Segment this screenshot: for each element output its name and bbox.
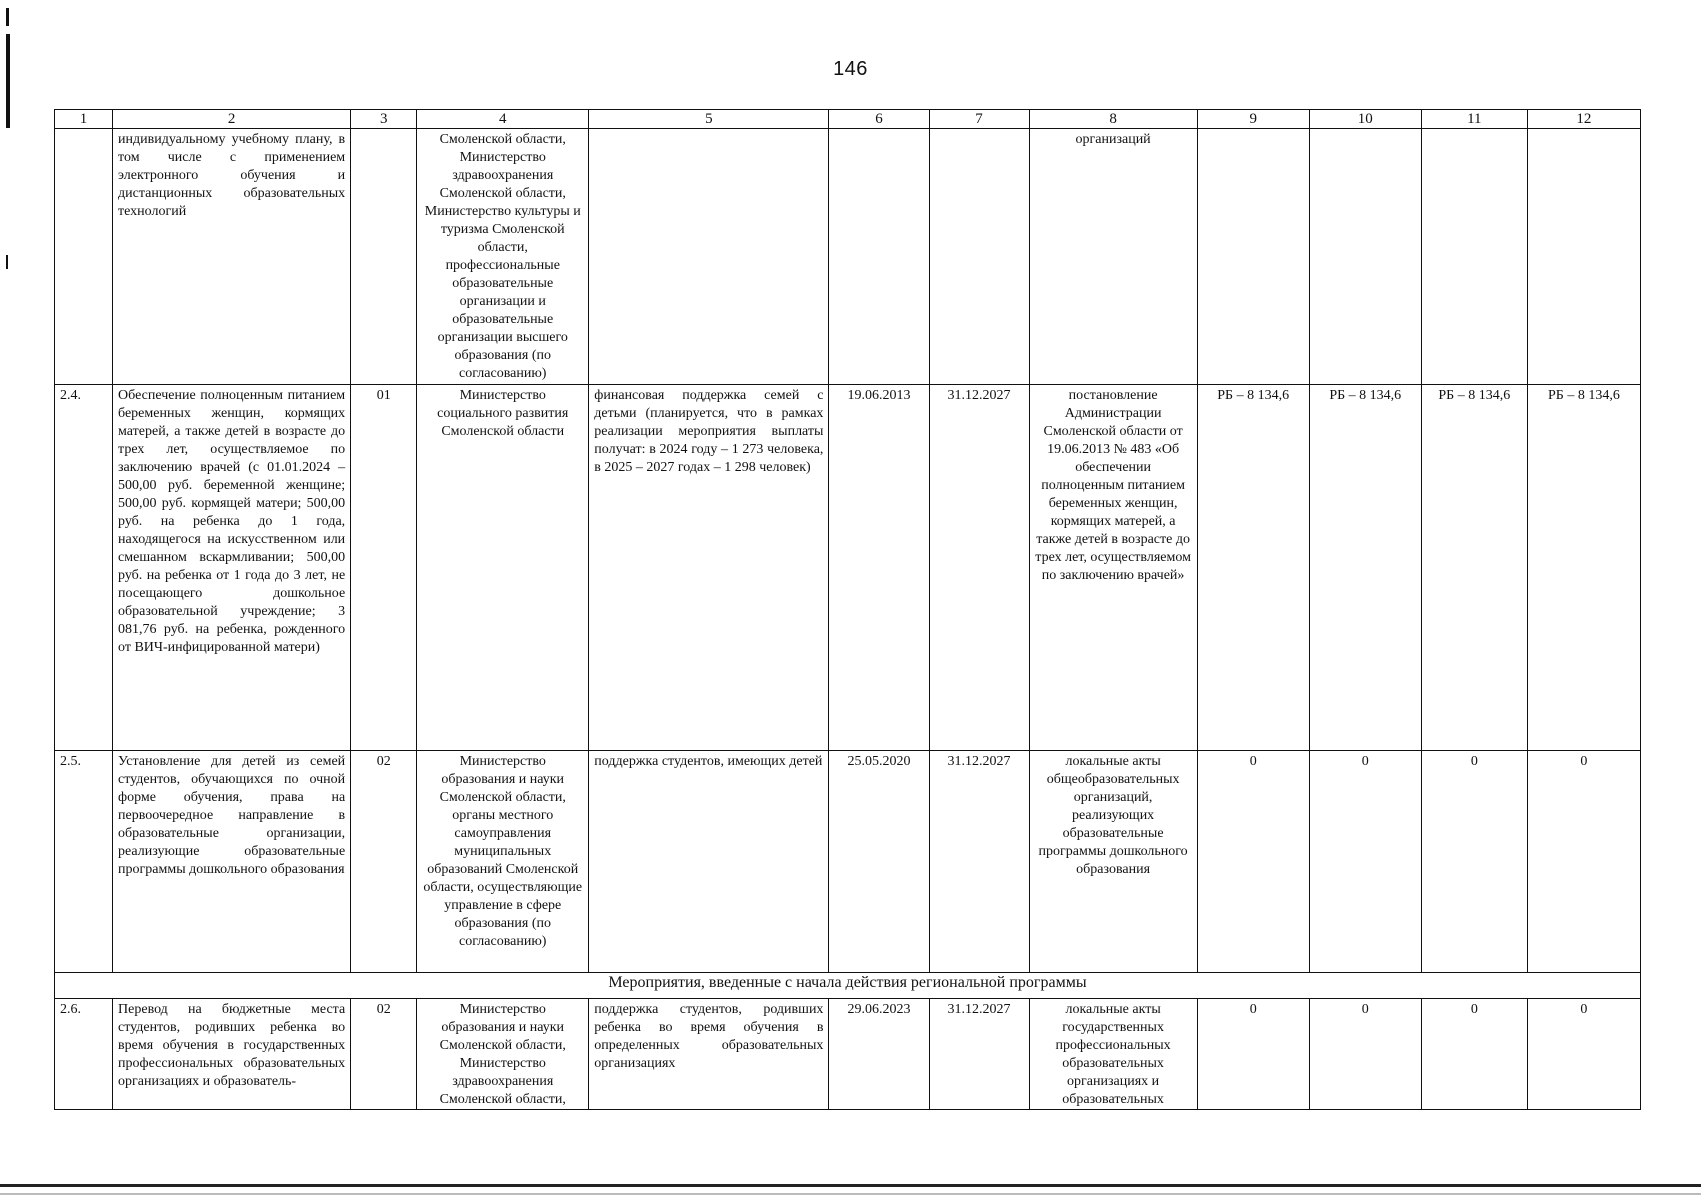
cell-no: 2.6. [55, 999, 113, 1110]
cell-name: Перевод на бюджетные места студентов, родивших ребенка во время обучения в государственных профессиональных образовательных организациях и образователь- [113, 999, 351, 1110]
cell-code: 02 [351, 999, 417, 1110]
cell-executors: Министерство образования и науки Смоленской области, Министерство здравоохранения Смоленской области, [417, 999, 589, 1110]
col-header-10: 10 [1309, 110, 1421, 129]
cell-description: поддержка студентов, имеющих детей [589, 751, 829, 973]
cell-year-2: 0 [1309, 999, 1421, 1110]
cell-year-4: 0 [1527, 999, 1640, 1110]
cell-year-1: 0 [1197, 999, 1309, 1110]
cell-year-3 [1421, 129, 1527, 385]
col-header-5: 5 [589, 110, 829, 129]
cell-legal-act: постановление Администрации Смоленской области от 19.06.2013 № 483 «Об обеспечении полноценным питанием беременных женщин, кормящих матерей, а также детей в возрасте до трех лет, осуществляемом по заключению врачей» [1029, 385, 1197, 751]
cell-no: 2.4. [55, 385, 113, 751]
cell-start: 25.05.2020 [829, 751, 929, 973]
col-header-1: 1 [55, 110, 113, 129]
col-header-4: 4 [417, 110, 589, 129]
cell-description: финансовая поддержка семей с детьми (планируется, что в рамках реализации мероприятия выплаты получат: в 2024 году – 1 273 человека, в 2025 – 2027 годах – 1 298 человек) [589, 385, 829, 751]
cell-no [55, 129, 113, 385]
cell-code [351, 129, 417, 385]
col-header-12: 12 [1527, 110, 1640, 129]
cell-year-4: РБ – 8 134,6 [1527, 385, 1640, 751]
cell-start [829, 129, 929, 385]
cell-name: Обеспечение полноценным питанием беременных женщин, кормящих матерей, а также детей в возрасте до трех лет, осуществляемое по заключению врачей (с 01.01.2024 – 500,00 руб. беременной женщине; 500,00 руб. кормящей матери; 500,00 руб. на ребенка до 1 года, находящегося на искусственном или смешанном вскармливании; 500,00 руб. на ребенка от 1 года до 3 лет, не посещающего дошкольное образовательной учреждение; 3 081,76 руб. на ребенка, рожденного от ВИЧ-инфицированной матери) [113, 385, 351, 751]
col-header-2: 2 [113, 110, 351, 129]
cell-name: индивидуальному учебному плану, в том числе с применением электронного обучения и дистанционных образовательных технологий [113, 129, 351, 385]
page-bottom-rule-light [0, 1193, 1701, 1195]
cell-year-2: 0 [1309, 751, 1421, 973]
cell-year-1: РБ – 8 134,6 [1197, 385, 1309, 751]
section-row [55, 973, 1641, 999]
cell-year-4: 0 [1527, 751, 1640, 973]
cell-year-2 [1309, 129, 1421, 385]
cell-end: 31.12.2027 [929, 385, 1029, 751]
col-header-11: 11 [1421, 110, 1527, 129]
cell-year-4 [1527, 129, 1640, 385]
cell-year-3: РБ – 8 134,6 [1421, 385, 1527, 751]
measures-table [54, 109, 1641, 1110]
cell-executors: Министерство социального развития Смоленской области [417, 385, 589, 751]
col-header-8: 8 [1029, 110, 1197, 129]
cell-year-3: 0 [1421, 751, 1527, 973]
cell-code: 01 [351, 385, 417, 751]
page-bottom-rule [0, 1184, 1701, 1187]
cell-name: Установление для детей из семей студентов, обучающихся по очной форме обучения, права на первоочередное направление в образовательные организации, реализующие образовательные программы дошкольного образования [113, 751, 351, 973]
scan-mark-2 [6, 34, 10, 128]
cell-legal-act: организаций [1029, 129, 1197, 385]
cell-start: 29.06.2023 [829, 999, 929, 1110]
cell-end [929, 129, 1029, 385]
cell-end: 31.12.2027 [929, 999, 1029, 1110]
col-header-7: 7 [929, 110, 1029, 129]
cell-legal-act: локальные акты государственных профессиональных образовательных организациях и образовательных [1029, 999, 1197, 1110]
col-header-3: 3 [351, 110, 417, 129]
cell-executors: Смоленской области, Министерство здравоохранения Смоленской области, Министерство культуры и туризма Смоленской области, профессиональные образовательные организации и образовательные организации высшего образования (по согласованию) [417, 129, 589, 385]
scan-mark-3 [6, 255, 8, 269]
table-row-2-5 [55, 751, 1641, 973]
cell-year-3: 0 [1421, 999, 1527, 1110]
page-number: 146 [833, 58, 868, 80]
table-row-2-4 [55, 385, 1641, 751]
cell-no: 2.5. [55, 751, 113, 973]
col-header-6: 6 [829, 110, 929, 129]
column-number-row [55, 110, 1641, 129]
cell-description: поддержка студентов, родивших ребенка во время обучения в определенных образовательных организациях [589, 999, 829, 1110]
scan-mark-1 [6, 8, 9, 26]
cell-year-1 [1197, 129, 1309, 385]
cell-year-1: 0 [1197, 751, 1309, 973]
cell-start: 19.06.2013 [829, 385, 929, 751]
table-row-continuation [55, 129, 1641, 385]
table-row-2-6 [55, 999, 1641, 1110]
col-header-9: 9 [1197, 110, 1309, 129]
cell-executors: Министерство образования и науки Смоленской области, органы местного самоуправления муниципальных образований Смоленской области, осуществляющие управление в сфере образования (по согласованию) [417, 751, 589, 973]
cell-legal-act: локальные акты общеобразовательных организаций, реализующих образовательные программы дошкольного образования [1029, 751, 1197, 973]
cell-description [589, 129, 829, 385]
cell-year-2: РБ – 8 134,6 [1309, 385, 1421, 751]
cell-code: 02 [351, 751, 417, 973]
section-title: Мероприятия, введенные с начала действия региональной программы [55, 973, 1641, 999]
cell-end: 31.12.2027 [929, 751, 1029, 973]
